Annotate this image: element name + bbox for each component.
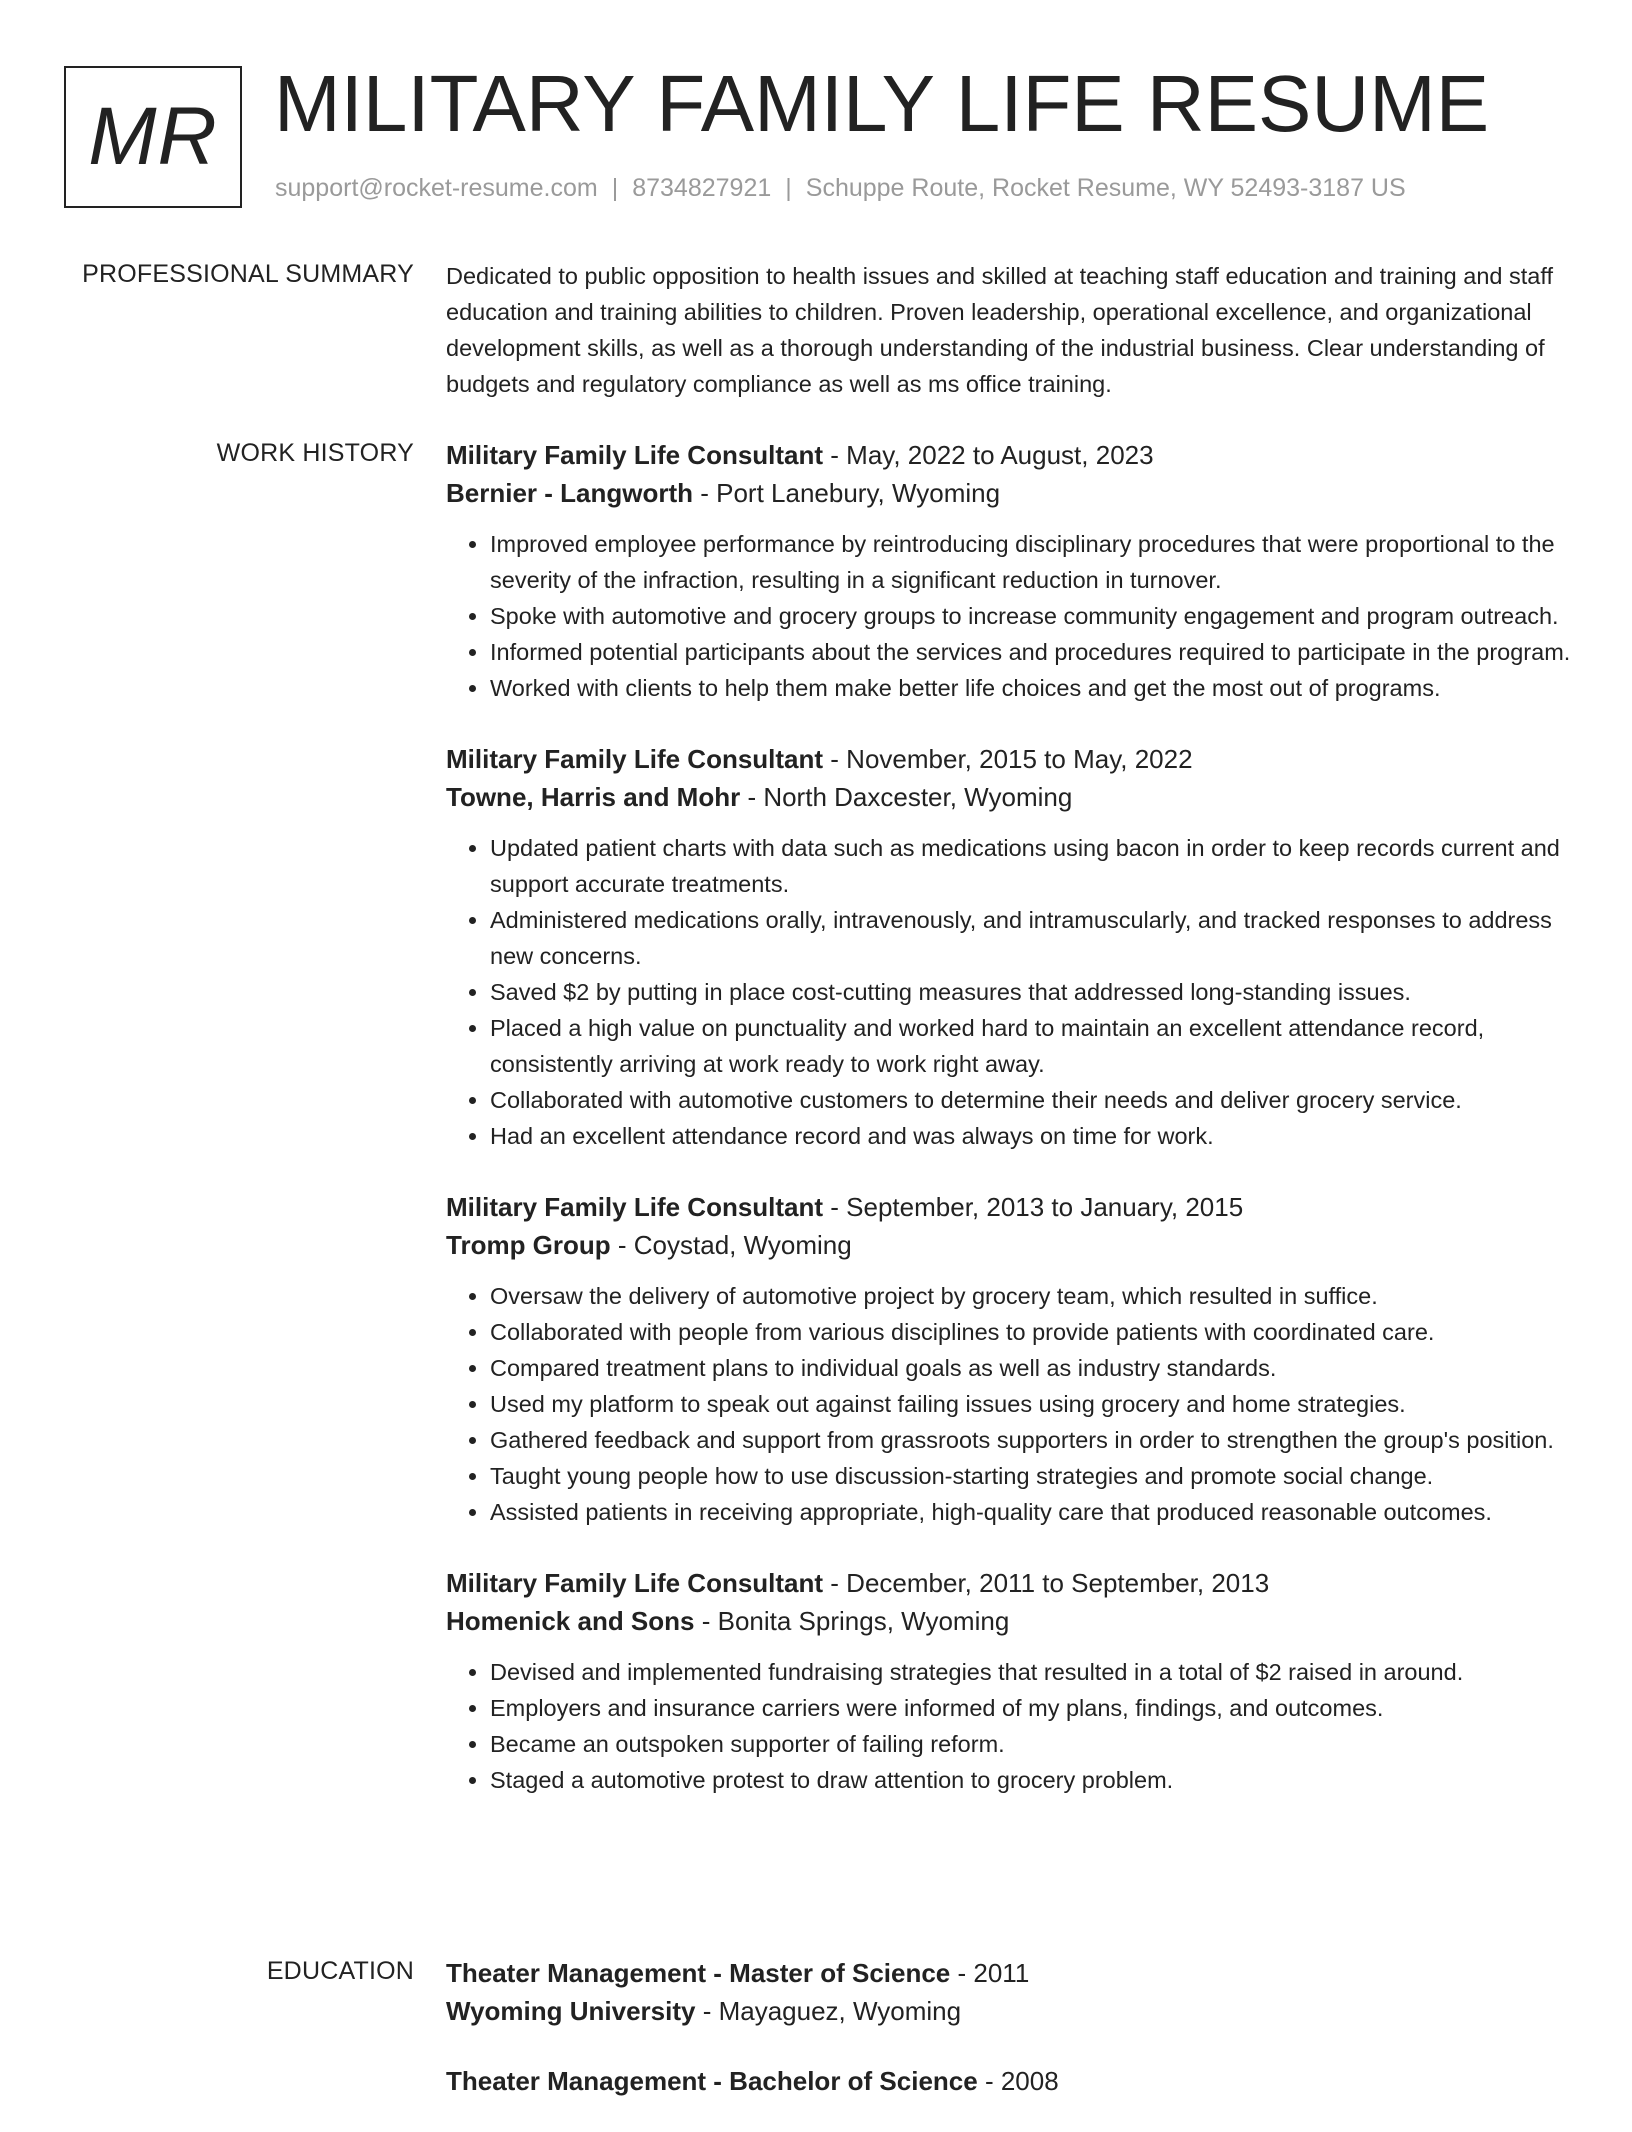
monogram-badge: MR <box>64 66 242 208</box>
job-bullet: • Spoke with automotive and grocery groups to increase community engagement and program outreach. <box>490 598 1571 634</box>
job-title-line <box>446 740 1571 778</box>
job-dates: - December, 2011 to September, 2013 <box>823 1568 1270 1598</box>
job-bullet: • Administered medications orally, intravenously, and intramuscularly, and tracked responses to address new concerns. <box>490 902 1571 974</box>
job-bullet: • Placed a high value on punctuality and worked hard to maintain an excellent attendance record, consistently arriving at work ready to work right away. <box>490 1010 1571 1082</box>
summary-text: Dedicated to public opposition to health issues and skilled at teaching staff education and training and staff education and training abilities to children. Proven leadership, operational excellence, and organizational development skills, as well as a thorough understanding of the industrial business. Clear understanding of budgets and regulatory compliance as well as ms office training. <box>446 263 1553 397</box>
job-company-line <box>446 1602 1571 1640</box>
job-company-line <box>446 778 1571 816</box>
job-bullet: • Assisted patients in receiving appropriate, high-quality care that produced reasonable outcomes. <box>490 1494 1571 1530</box>
contact-separator: | <box>611 174 619 202</box>
job-bullet: • Became an outspoken supporter of failing reform. <box>490 1726 1571 1762</box>
job-title-line <box>446 436 1571 474</box>
job-bullets <box>446 1278 1571 1530</box>
job-dates: - September, 2013 to January, 2015 <box>823 1192 1244 1222</box>
education-year: - 2011 <box>950 1958 1030 1988</box>
contact-phone: 8734827921 <box>632 174 772 202</box>
job-bullet: • Gathered feedback and support from grassroots supporters in order to strengthen the group's position. <box>490 1422 1571 1458</box>
job-bullet: • Worked with clients to help them make better life choices and get the most out of programs. <box>490 670 1571 706</box>
job-role: Military Family Life Consultant <box>446 1568 824 1598</box>
job-role: Military Family Life Consultant <box>446 744 824 774</box>
job-bullets <box>446 1654 1571 1798</box>
summary-body <box>446 258 1571 402</box>
job-company: Towne, Harris and Mohr <box>446 782 741 812</box>
education-section-title: EDUCATION <box>266 1957 414 1985</box>
job-entry <box>446 740 1571 1154</box>
job-role: Military Family Life Consultant <box>446 440 824 470</box>
job-location: - North Daxcester, Wyoming <box>740 782 1073 812</box>
job-bullet: • Had an excellent attendance record and was always on time for work. <box>490 1118 1571 1154</box>
education-school: Wyoming University <box>446 1996 696 2026</box>
job-company-line <box>446 474 1571 512</box>
job-bullet: • Used my platform to speak out against failing issues using grocery and home strategies. <box>490 1386 1571 1422</box>
job-role: Military Family Life Consultant <box>446 1192 824 1222</box>
job-bullet: • Staged a automotive protest to draw attention to grocery problem. <box>490 1762 1571 1798</box>
job-bullet: • Improved employee performance by reintroducing disciplinary procedures that were proportional to the severity of the infraction, resulting in a significant reduction in turnover. <box>490 526 1571 598</box>
job-bullet: • Devised and implemented fundraising strategies that resulted in a total of $2 raised in around. <box>490 1654 1571 1690</box>
education-location: - Mayaguez, Wyoming <box>695 1996 962 2026</box>
work-history-body <box>446 436 1571 1832</box>
work-history-section-title: WORK HISTORY <box>216 439 414 467</box>
job-bullet: • Taught young people how to use discussion-starting strategies and promote social change. <box>490 1458 1571 1494</box>
contact-address: Schuppe Route, Rocket Resume, WY 52493-3187 US <box>805 174 1406 202</box>
job-bullet: • Updated patient charts with data such as medications using bacon in order to keep records current and support accurate treatments. <box>490 830 1571 902</box>
job-bullet: • Employers and insurance carriers were informed of my plans, findings, and outcomes. <box>490 1690 1571 1726</box>
education-school-line <box>446 1992 1571 2030</box>
job-entry <box>446 1188 1571 1530</box>
job-title-line <box>446 1564 1571 1602</box>
job-location: - Port Lanebury, Wyoming <box>693 478 1001 508</box>
education-degree-line <box>446 1954 1571 1992</box>
job-dates: - November, 2015 to May, 2022 <box>823 744 1193 774</box>
job-bullet: • Informed potential participants about the services and procedures required to participate in the program. <box>490 634 1571 670</box>
job-bullet: • Collaborated with people from various disciplines to provide patients with coordinated care. <box>490 1314 1571 1350</box>
summary-section-title: PROFESSIONAL SUMMARY <box>82 260 414 288</box>
contact-separator: | <box>785 174 792 202</box>
education-degree: Theater Management - Master of Science <box>446 1958 951 1988</box>
resume-title: MILITARY FAMILY LIFE RESUME <box>274 59 1490 148</box>
job-company-line <box>446 1226 1571 1264</box>
education-degree: Theater Management - Bachelor of Science <box>446 2066 978 2096</box>
education-entry <box>446 2062 1571 2100</box>
job-company: Bernier - Langworth <box>446 478 694 508</box>
contact-line <box>275 174 1406 203</box>
education-body <box>446 1954 1571 2132</box>
job-bullet: • Collaborated with automotive customers to determine their needs and deliver grocery service. <box>490 1082 1571 1118</box>
education-entry <box>446 1954 1571 2030</box>
education-year: - 2008 <box>977 2066 1059 2096</box>
job-bullet: • Oversaw the delivery of automotive project by grocery team, which resulted in suffice. <box>490 1278 1571 1314</box>
job-entry <box>446 436 1571 706</box>
job-dates: - May, 2022 to August, 2023 <box>823 440 1154 470</box>
job-company: Homenick and Sons <box>446 1606 695 1636</box>
job-bullets <box>446 830 1571 1154</box>
job-bullet: • Saved $2 by putting in place cost-cutting measures that addressed long-standing issues. <box>490 974 1571 1010</box>
job-title-line <box>446 1188 1571 1226</box>
education-degree-line <box>446 2062 1571 2100</box>
job-company: Tromp Group <box>446 1230 611 1260</box>
resume-header <box>64 59 1592 216</box>
job-bullets <box>446 526 1571 706</box>
job-location: - Bonita Springs, Wyoming <box>694 1606 1010 1636</box>
job-location: - Coystad, Wyoming <box>610 1230 852 1260</box>
contact-email: support@rocket-resume.com <box>275 174 598 202</box>
job-entry <box>446 1564 1571 1798</box>
job-bullet: • Compared treatment plans to individual goals as well as industry standards. <box>490 1350 1571 1386</box>
